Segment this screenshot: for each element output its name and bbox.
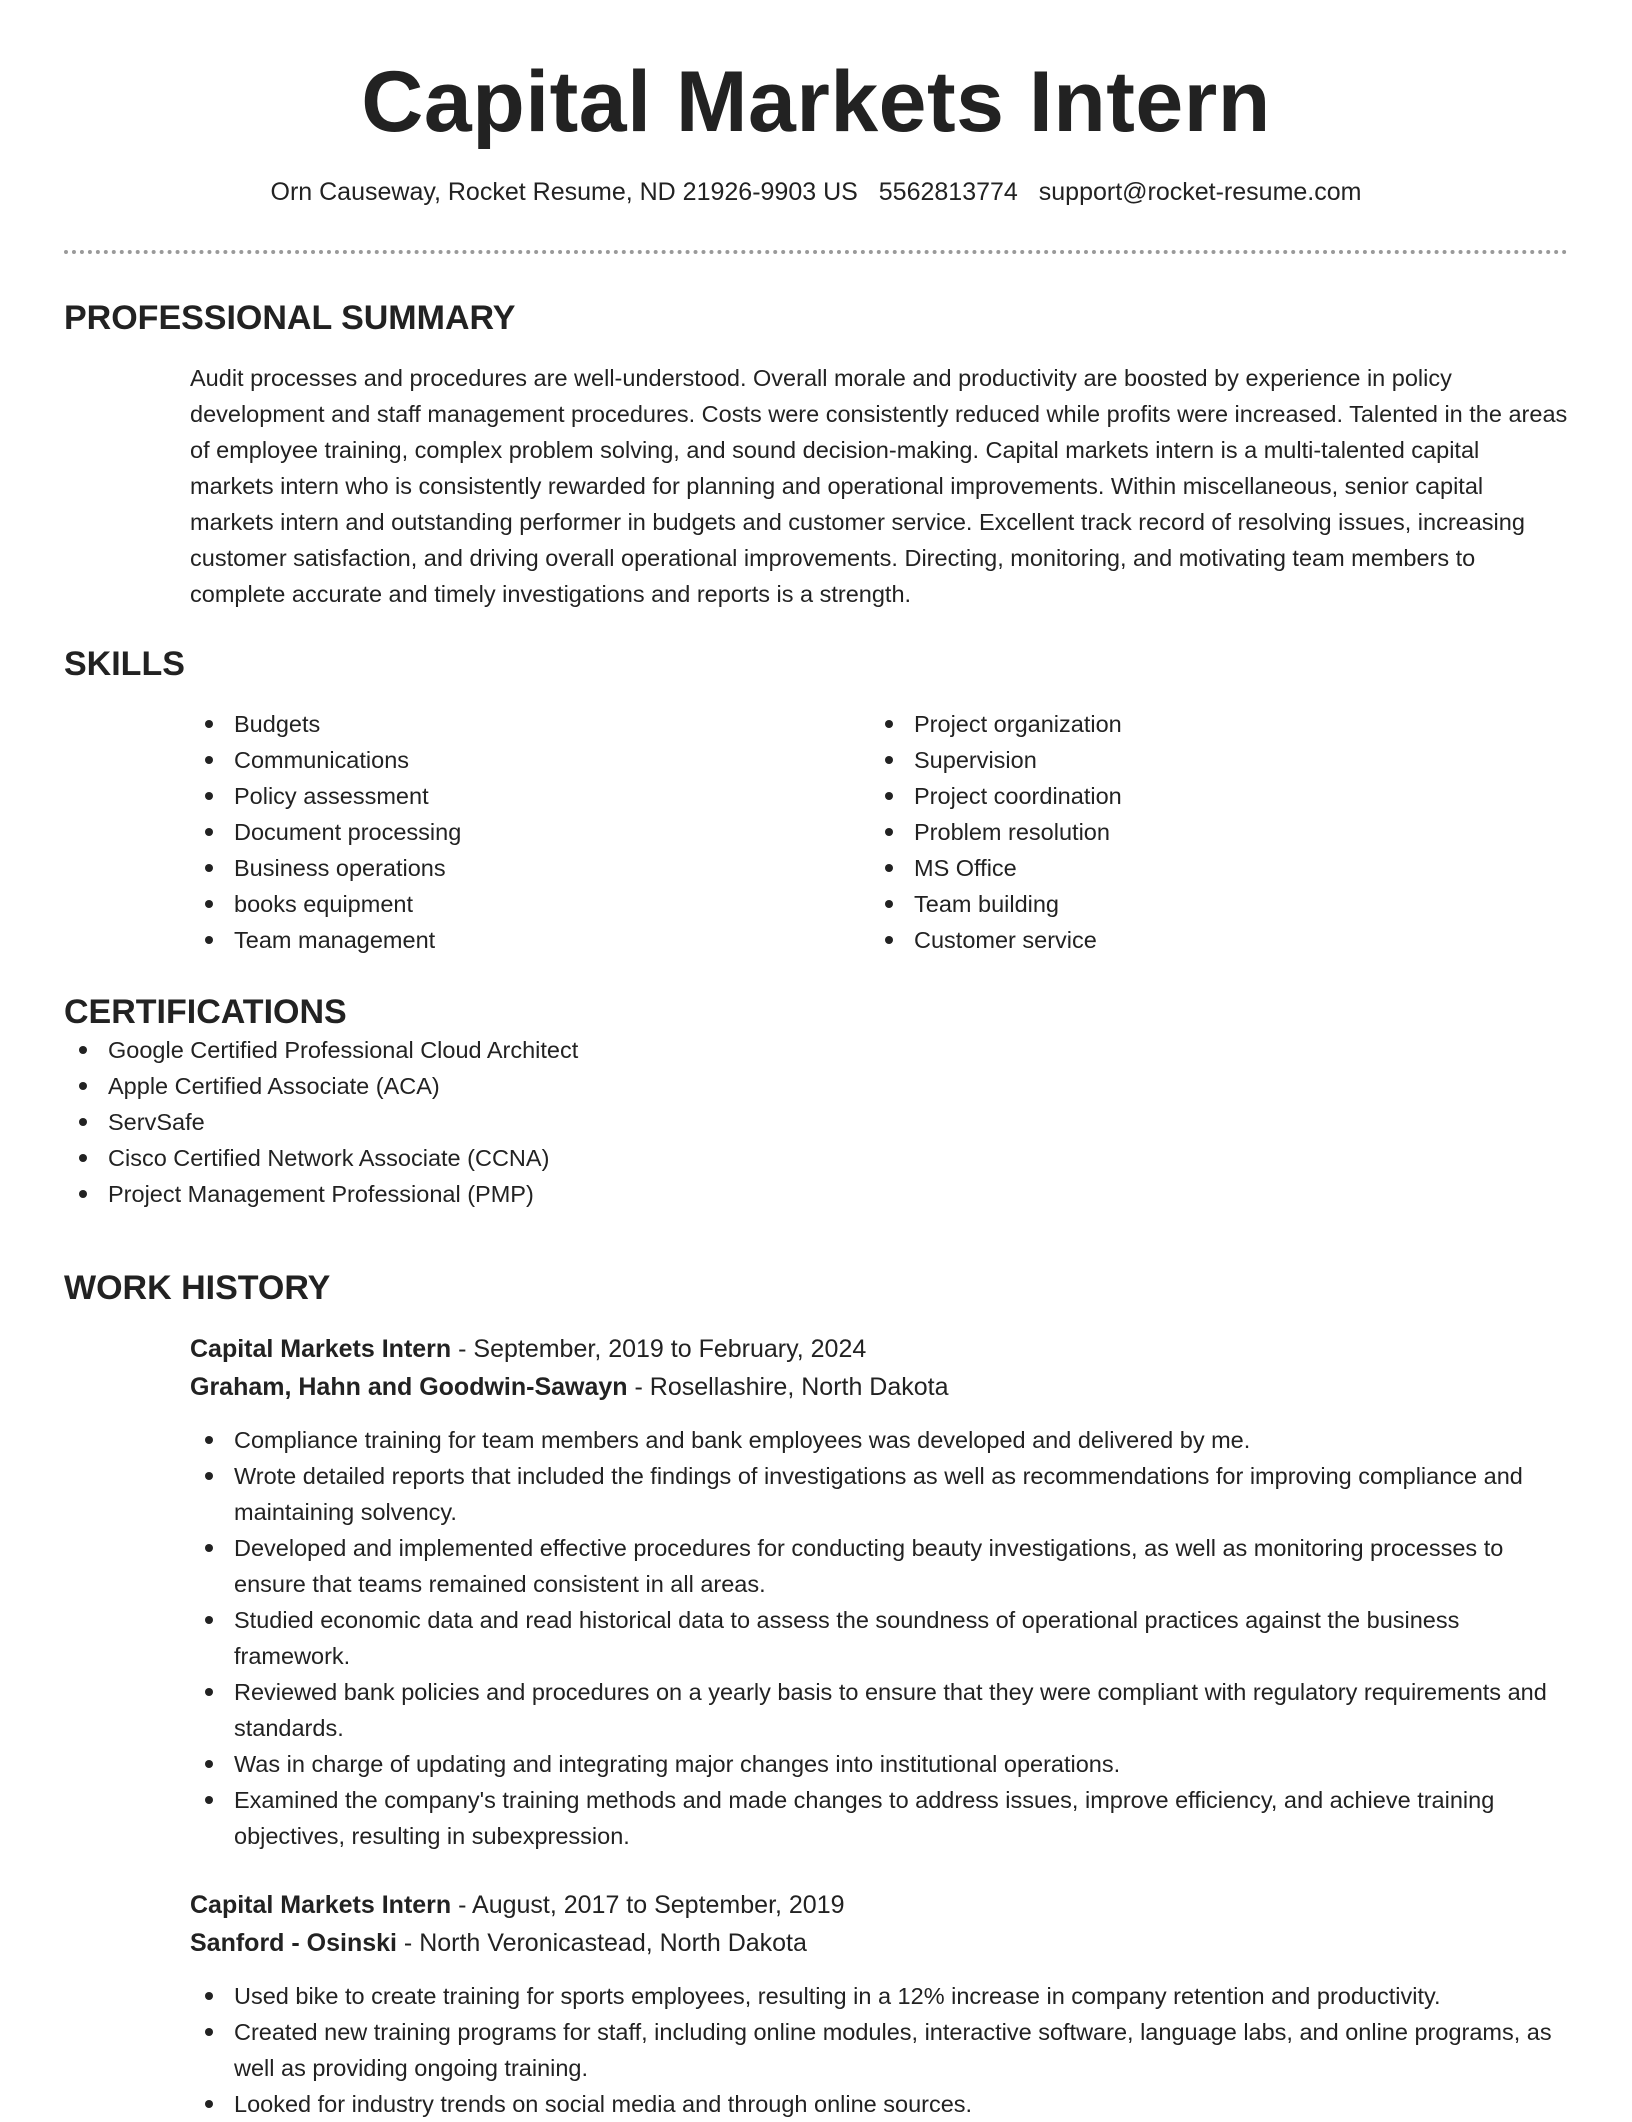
list-item: Project organization <box>870 706 1550 742</box>
summary-section <box>64 298 1568 612</box>
list-item: Looked for industry trends on social media and through online sources. <box>190 2086 1568 2122</box>
resume-header <box>0 0 1632 208</box>
job-role: Capital Markets Intern <box>190 1335 452 1363</box>
skills-column-left <box>190 706 870 958</box>
contact-phone: 5562813774 <box>878 178 1018 206</box>
contact-line <box>0 176 1632 208</box>
list-item: Problem resolution <box>870 814 1550 850</box>
list-item: Cisco Certified Network Associate (CCNA) <box>64 1140 1568 1176</box>
work-history-section <box>64 1268 1568 2122</box>
list-item: Team building <box>870 886 1550 922</box>
list-item: Studied economic data and read historical data to assess the soundness of operational practices against the business framework. <box>190 1602 1568 1674</box>
list-item: Document processing <box>190 814 870 850</box>
job-company: Sanford - Osinski <box>190 1929 397 1957</box>
skills-section <box>64 644 1568 958</box>
list-item: Business operations <box>190 850 870 886</box>
list-item: Developed and implemented effective procedures for conducting beauty investigations, as well as monitoring processes to ensure that teams remained consistent in all areas. <box>190 1530 1568 1602</box>
list-item: Reviewed bank policies and procedures on a yearly basis to ensure that they were compliant with regulatory requirements and standards. <box>190 1674 1568 1746</box>
list-item: Communications <box>190 742 870 778</box>
job-entry <box>190 1886 1568 2122</box>
skills-list-right <box>870 706 1550 958</box>
job-role: Capital Markets Intern <box>190 1891 452 1919</box>
list-item: Team management <box>190 922 870 958</box>
job-location: - Rosellashire, North Dakota <box>627 1373 949 1401</box>
job-title-line <box>190 1886 1568 1924</box>
certifications-section <box>64 992 1568 1212</box>
list-item: Wrote detailed reports that included the findings of investigations as well as recommendations for improving compliance and maintaining solvency. <box>190 1458 1568 1530</box>
job-entry <box>190 1330 1568 1854</box>
list-item: Project coordination <box>870 778 1550 814</box>
list-item: Examined the company's training methods and made changes to address issues, improve efficiency, and achieve training objectives, resulting in subexpression. <box>190 1782 1568 1854</box>
job-dates: - August, 2017 to September, 2019 <box>451 1891 845 1919</box>
list-item: Budgets <box>190 706 870 742</box>
contact-address: Orn Causeway, Rocket Resume, ND 21926-9903 US <box>270 178 858 206</box>
job-title-line <box>190 1330 1568 1368</box>
list-item: Compliance training for team members and bank employees was developed and delivered by me. <box>190 1422 1568 1458</box>
list-item: Supervision <box>870 742 1550 778</box>
skills-column-right <box>870 706 1550 958</box>
certifications-list <box>64 1032 1568 1212</box>
list-item: Google Certified Professional Cloud Architect <box>64 1032 1568 1068</box>
list-item: books equipment <box>190 886 870 922</box>
list-item: Was in charge of updating and integrating major changes into institutional operations. <box>190 1746 1568 1782</box>
job-dates: - September, 2019 to February, 2024 <box>451 1335 867 1363</box>
list-item: ServSafe <box>64 1104 1568 1140</box>
list-item: Used bike to create training for sports employees, resulting in a 12% increase in company retention and productivity. <box>190 1978 1568 2014</box>
job-company: Graham, Hahn and Goodwin-Sawayn <box>190 1373 628 1401</box>
list-item: MS Office <box>870 850 1550 886</box>
contact-email: support@rocket-resume.com <box>1038 178 1362 206</box>
job-bullets <box>190 1422 1568 1854</box>
job-location: - North Veronicastead, North Dakota <box>396 1929 807 1957</box>
list-item: Created new training programs for staff, including online modules, interactive software, language labs, and online programs, as well as providing ongoing training. <box>190 2014 1568 2086</box>
certifications-title: CERTIFICATIONS <box>64 993 347 1031</box>
list-item: Policy assessment <box>190 778 870 814</box>
job-company-line <box>190 1924 1568 1962</box>
job-company-line <box>190 1368 1568 1406</box>
job-bullets <box>190 1978 1568 2122</box>
list-item: Apple Certified Associate (ACA) <box>64 1068 1568 1104</box>
summary-title: PROFESSIONAL SUMMARY <box>64 299 516 337</box>
list-item: Customer service <box>870 922 1550 958</box>
list-item: Project Management Professional (PMP) <box>64 1176 1568 1212</box>
skills-grid <box>190 706 1568 958</box>
header-divider <box>64 250 1568 254</box>
skills-title: SKILLS <box>64 645 185 683</box>
summary-text: Audit processes and procedures are well-understood. Overall morale and productivity are boosted by experience in policy development and staff management procedures. Costs were consistently reduced while profits were increased. Talented in the areas of employee training, complex problem solving, and sound decision-making. Capital markets intern is a multi-talented capital markets intern who is consistently rewarded for planning and operational improvements. Within miscellaneous, senior capital markets intern and outstanding performer in budgets and customer service. Excellent track record of resolving issues, increasing customer satisfaction, and driving overall operational improvements. Directing, monitoring, and motivating team members to complete accurate and timely investigations and reports is a strength. <box>190 365 1568 607</box>
work-history-title: WORK HISTORY <box>64 1269 331 1307</box>
skills-list-left <box>190 706 870 958</box>
candidate-name: Capital Markets Intern <box>361 54 1271 150</box>
